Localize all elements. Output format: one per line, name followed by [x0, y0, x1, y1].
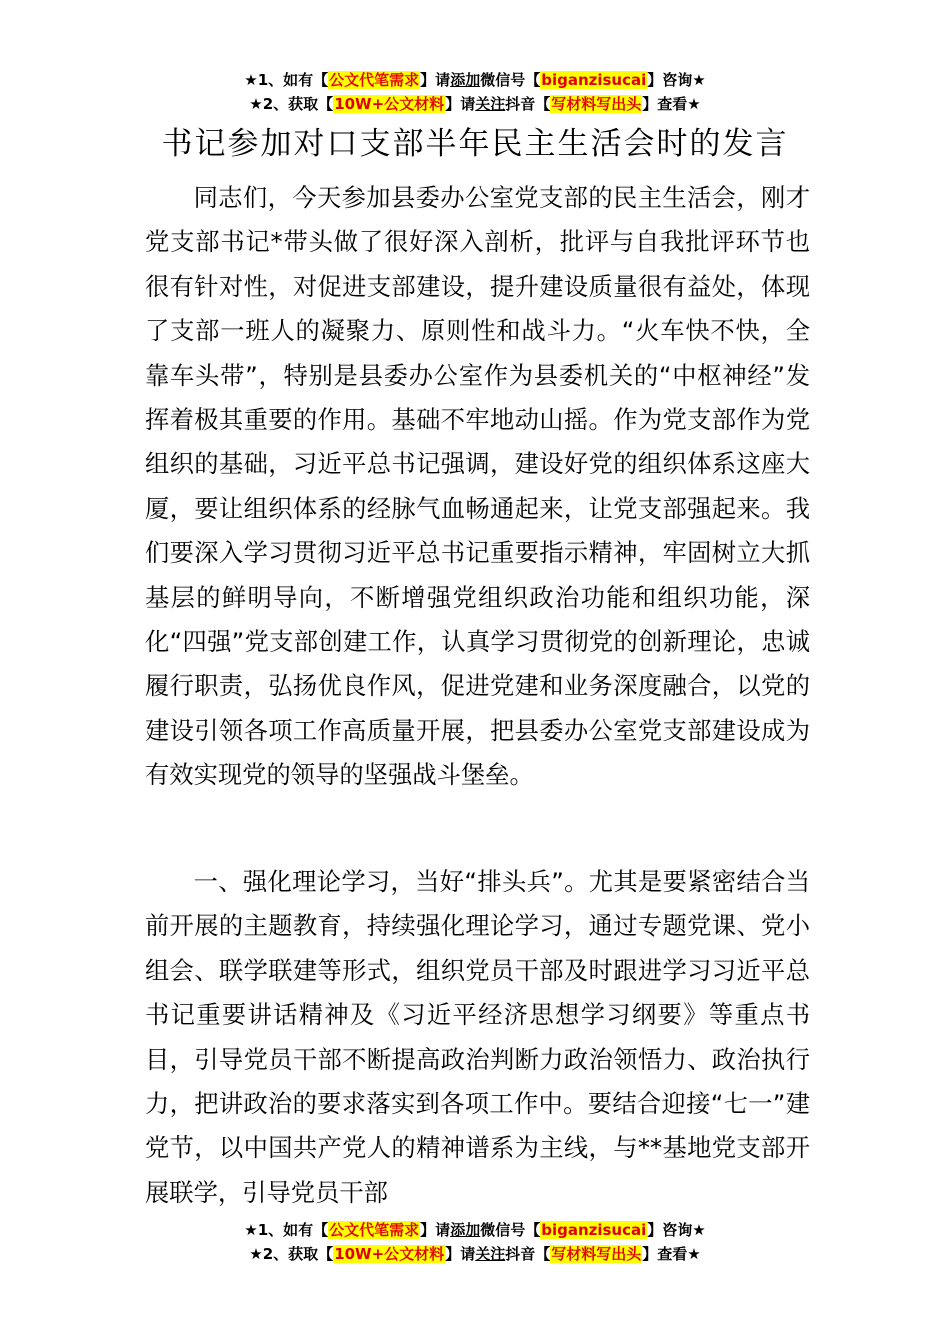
promo-text: 】请	[445, 1245, 476, 1263]
promo-underline: 关注	[475, 95, 506, 113]
promo-text: ★1、如有【	[244, 71, 329, 89]
promo-text: 微信号【	[480, 71, 541, 89]
promo-text: 】查看★	[642, 1245, 701, 1263]
promo-text: 】咨询★	[647, 71, 706, 89]
promo-text: ★2、获取【	[249, 95, 334, 113]
promo-text: 】咨询★	[647, 1221, 706, 1239]
document-title: 书记参加对口支部半年民主生活会时的发言	[161, 126, 789, 162]
promo-highlight: 10W+公文材料	[334, 1245, 445, 1263]
promo-text: 抖音【	[505, 95, 551, 113]
promo-text: 】查看★	[642, 95, 701, 113]
promo-text: 微信号【	[480, 1221, 541, 1239]
promo-highlight: biganzisucai	[541, 1221, 647, 1239]
promo-underline: 关注	[475, 1245, 506, 1263]
promo-banner-top	[0, 68, 950, 116]
promo-line-1	[0, 1218, 950, 1242]
promo-highlight: 10W+公文材料	[334, 95, 445, 113]
promo-highlight: biganzisucai	[541, 71, 647, 89]
promo-text: 】请	[420, 71, 451, 89]
promo-text: ★2、获取【	[249, 1245, 334, 1263]
promo-highlight: 写材料写出头	[551, 95, 642, 113]
promo-text: 】请	[420, 1221, 451, 1239]
promo-highlight: 公文代笔需求	[329, 71, 420, 89]
promo-banner-bottom	[0, 1218, 950, 1266]
promo-highlight: 写材料写出头	[551, 1245, 642, 1263]
promo-text: 抖音【	[505, 1245, 551, 1263]
promo-underline: 添加	[450, 1221, 481, 1239]
body-paragraph: 一、强化理论学习，当好“排头兵”。尤其是要紧密结合当前开展的主题教育，持续强化理论学习，通过专题党课、党小组会、联学联建等形式，组织党员干部及时跟进学习习近平总书记重要讲话精神及《习近平经济思想学习纲要》等重点书目，引导党员干部不断提高政治判断力政治领悟力、政治执行力，把讲政治的要求落实到各项工作中。要结合迎接“七一”建党节，以中国共产党人的精神谱系为主线，与**基地党支部开展联学，引导党员干部	[145, 867, 810, 1207]
promo-text: ★1、如有【	[244, 1221, 329, 1239]
promo-line-1	[0, 68, 950, 92]
promo-highlight: 公文代笔需求	[329, 1221, 420, 1239]
promo-line-2	[0, 1242, 950, 1266]
promo-text: 】请	[445, 95, 476, 113]
promo-underline: 添加	[450, 71, 481, 89]
promo-line-2	[0, 92, 950, 116]
body-paragraph: 同志们，今天参加县委办公室党支部的民主生活会，刚才党支部书记*带头做了很好深入剖析，批评与自我批评环节也很有针对性，对促进支部建设，提升建设质量很有益处，体现了支部一班人的凝聚力、原则性和战斗力。“火车快不快，全靠车头带”，特别是县委办公室作为县委机关的“中枢神经”发挥着极其重要的作用。基础不牢地动山摇。作为党支部作为党组织的基础，习近平总书记强调，建设好党的组织体系这座大厦，要让组织体系的经脉气血畅通起来，让党支部强起来。我们要深入学习贯彻习近平总书记重要指示精神，牢固树立大抓基层的鲜明导向，不断增强党组织政治功能和组织功能，深化“四强”党支部创建工作，认真学习贯彻党的创新理论，忠诚履行职责，弘扬优良作风，促进党建和业务深度融合，以党的建设引领各项工作高质量开展，把县委办公室党支部建设成为有效实现党的领导的坚强战斗堡垒。	[145, 183, 810, 790]
